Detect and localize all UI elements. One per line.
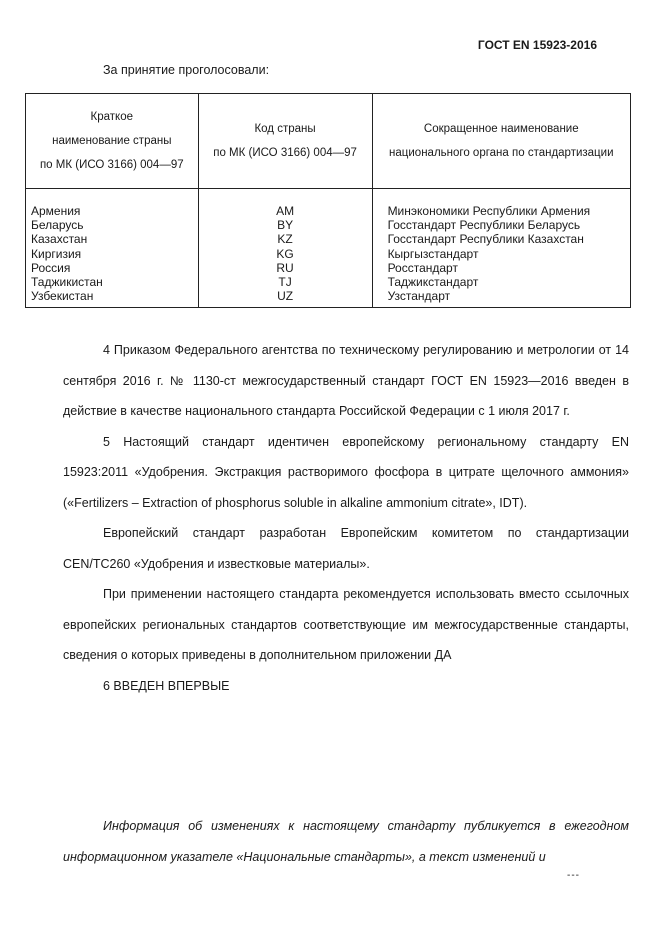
paragraph-5-application: При применении настоящего стандарта рекомендуется использовать вместо ссылочных европейских региональных стандартов соответствующие им межгосударственные стандарты, сведения о которых приведены в дополнительном приложении ДА <box>63 587 629 662</box>
standards-body: Росстандарт <box>387 260 458 275</box>
country-code: KG <box>276 246 294 261</box>
country-name: Таджикистан <box>31 275 103 290</box>
paragraph-5: 5 Настоящий стандарт идентичен европейскому региональному стандарту EN 15923:2011 «Удобрения. Экстракция растворимого фосфора в цитрате щелочного аммония» («Fertilizers – Extraction of phosphorus soluble in alkaline ammonium citrate», IDT). <box>63 434 629 510</box>
standards-body: Узстандарт <box>387 289 451 304</box>
standards-body: Таджикстандарт <box>387 275 479 290</box>
country-name: Казахстан <box>31 232 88 247</box>
standards-body: Госстандарт Республики Беларусь <box>387 218 581 233</box>
header-country-code: Код страны по МК (ИСО 3166) 004—97 <box>198 94 372 189</box>
document-id: ГОСТ EN 15923-2016 <box>477 38 597 52</box>
country-name-cell <box>26 189 199 308</box>
country-code: KZ <box>277 232 293 247</box>
voting-table <box>25 93 631 308</box>
country-name: Россия <box>31 260 71 275</box>
paragraph-5-european-standard: Европейский стандарт разработан Европейским комитетом по стандартизации CEN/TC260 «Удобрения и известковые материалы». <box>63 526 629 571</box>
header-country-name: Краткое наименование страны по МК (ИСО 3166) 004—97 <box>26 94 199 189</box>
standards-body: Кыргызстандарт <box>387 246 479 261</box>
intro-text: За принятие проголосовали: <box>103 63 270 77</box>
table-row <box>26 189 631 308</box>
country-code: AM <box>276 204 295 218</box>
country-name: Киргизия <box>31 246 82 261</box>
document-body <box>63 335 629 701</box>
standards-body-cell <box>372 189 630 308</box>
info-notice <box>63 811 629 872</box>
standards-body: Госстандарт Республики Казахстан <box>387 232 584 247</box>
country-name: Узбекистан <box>31 289 94 304</box>
paragraph-4: 4 Приказом Федерального агентства по техническому регулированию и метрологии от 14 сентября 2016 г. № 1130-ст межгосударственный стандарт ГОСТ EN 15923—2016 введен в действие в качестве национального стандарта Российской Федерации с 1 июля 2017 г. <box>63 343 629 418</box>
page-footer-mark: --- <box>567 870 580 881</box>
table-header-row <box>26 94 631 189</box>
country-code: TJ <box>278 275 292 290</box>
info-paragraph: Информация об изменениях к настоящему стандарту публикуется в ежегодном информационном указателе «Национальные стандарты», а текст изменений и <box>63 819 629 864</box>
country-code-cell <box>198 189 372 308</box>
standards-body: Минэкономики Республики Армения <box>387 204 591 218</box>
country-code: UZ <box>277 289 294 304</box>
country-code: BY <box>277 218 294 233</box>
country-name: Армения <box>31 204 81 218</box>
country-name: Беларусь <box>31 218 84 233</box>
header-standards-body: Сокращенное наименование национального органа по стандартизации <box>372 94 630 189</box>
country-code: RU <box>276 260 294 275</box>
paragraph-6: 6 ВВЕДЕН ВПЕРВЫЕ <box>103 678 230 693</box>
